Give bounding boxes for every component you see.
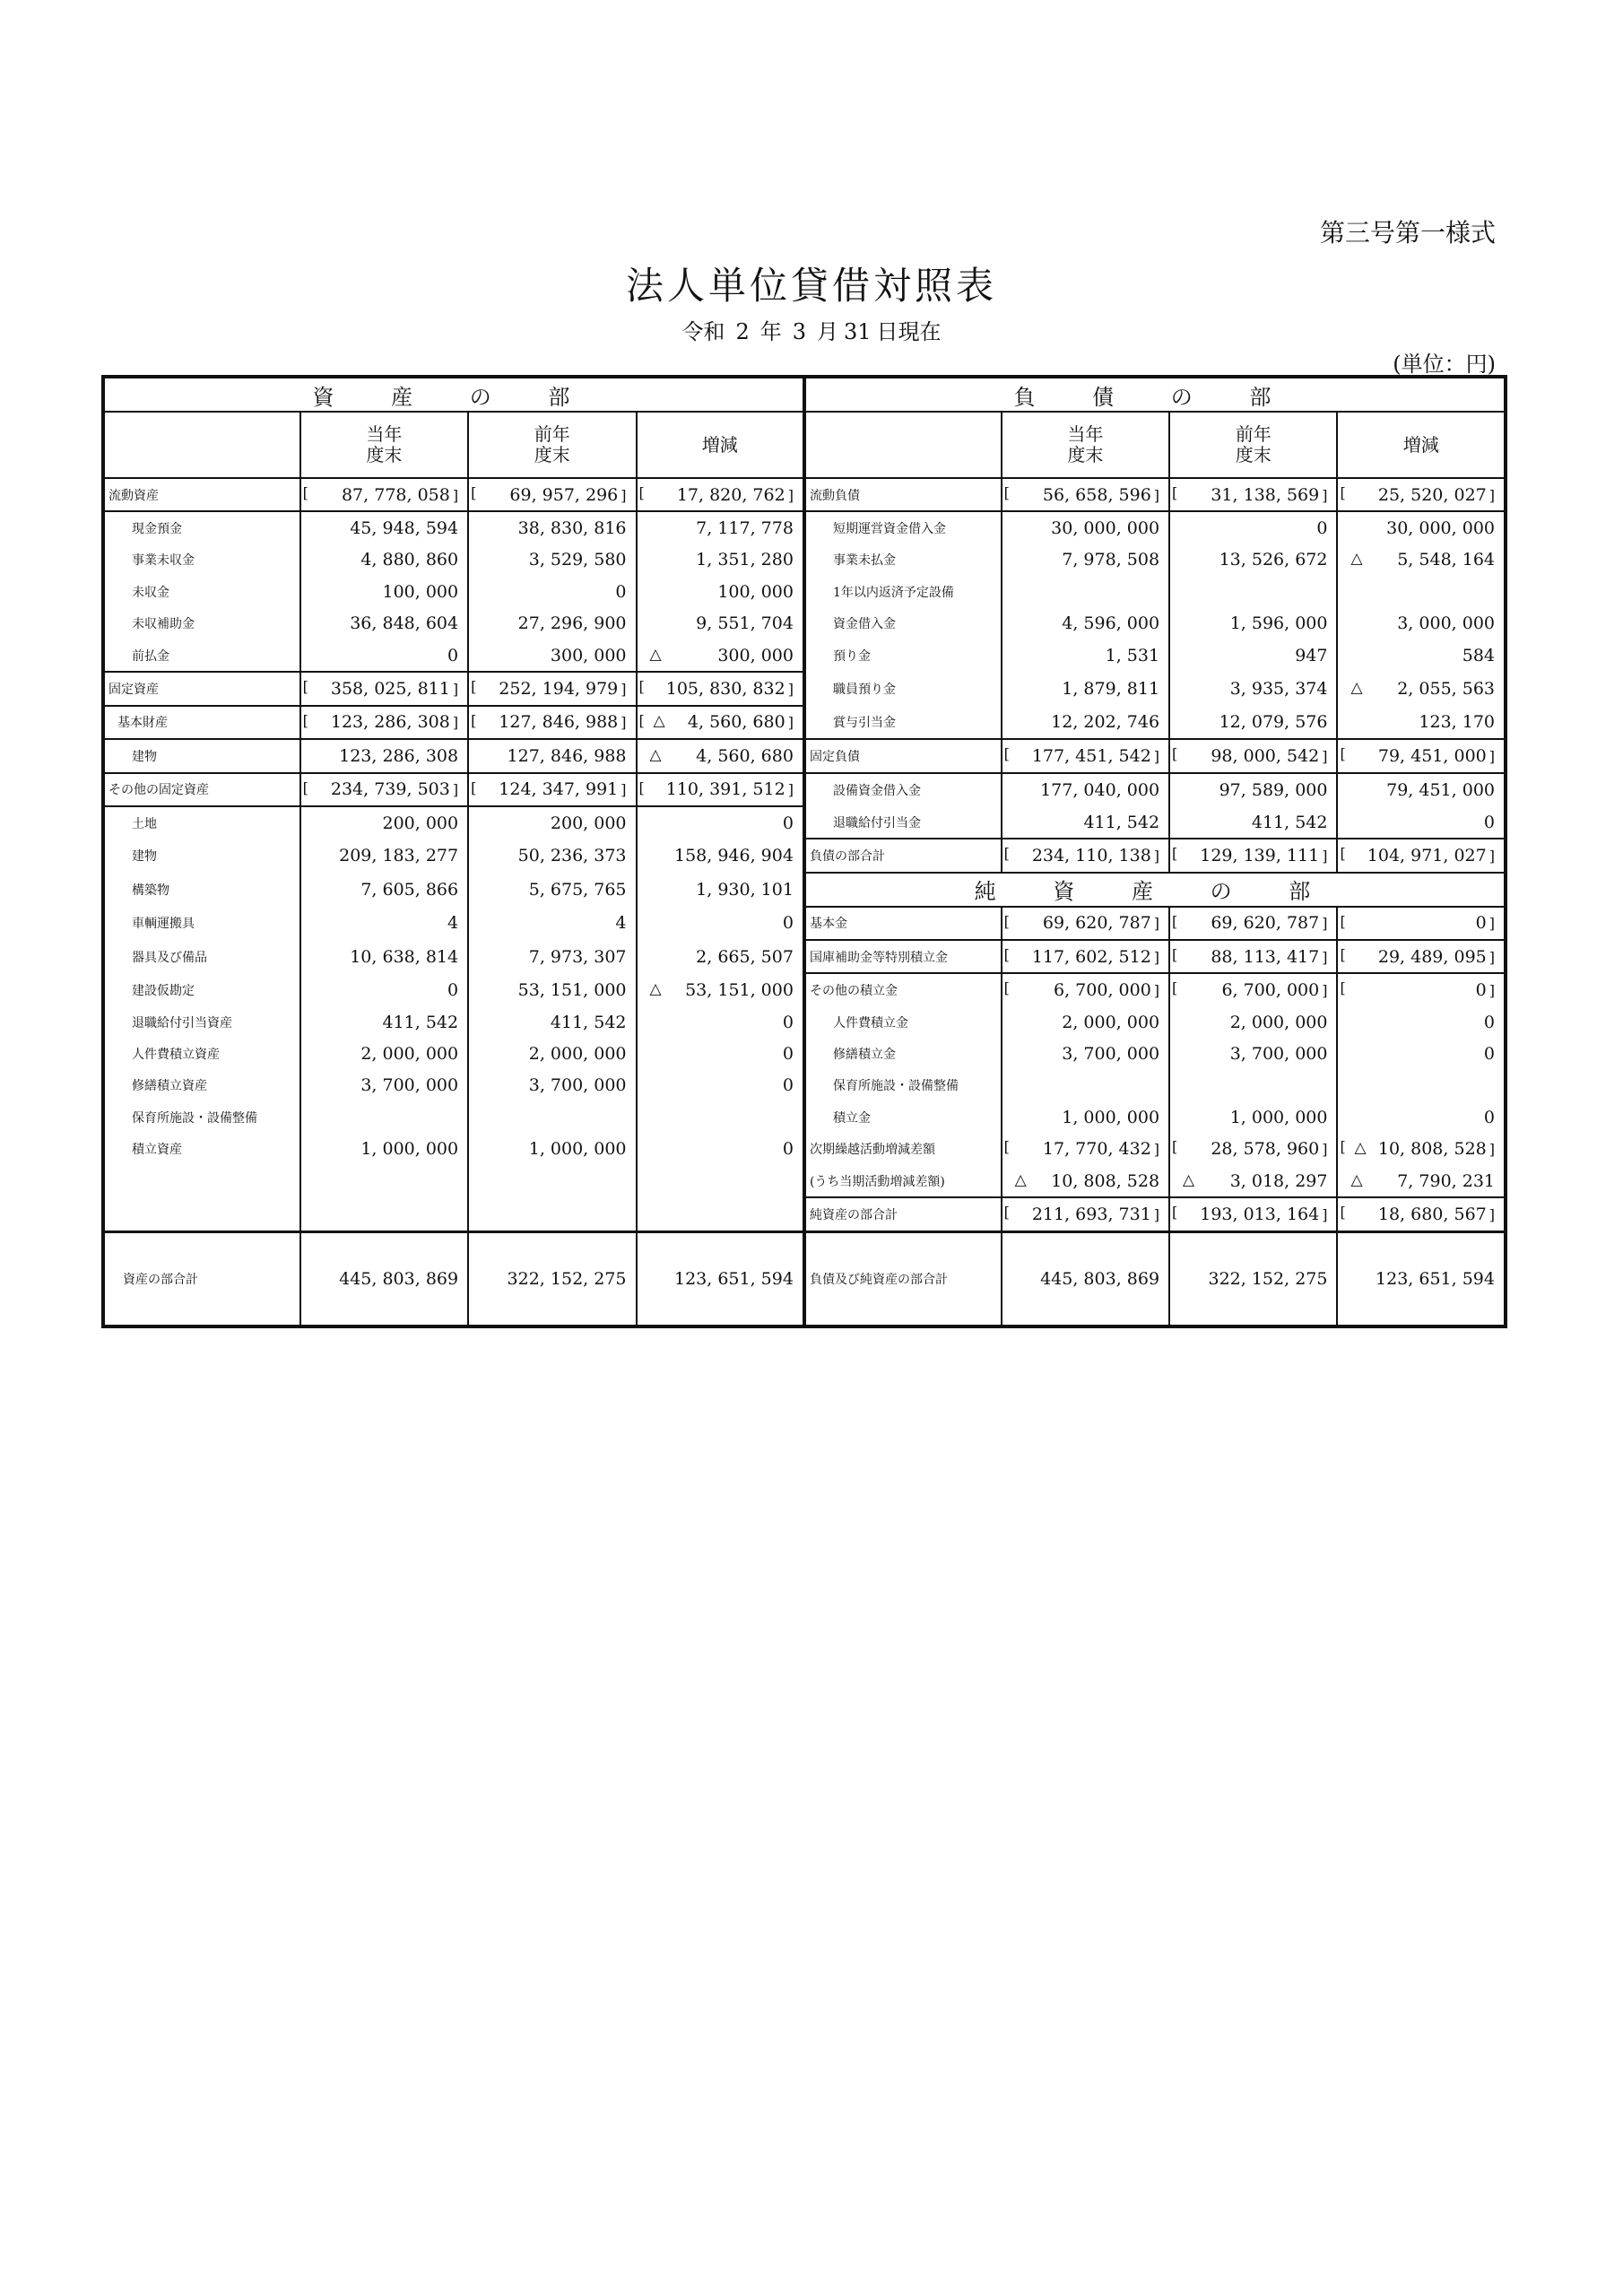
value-cell: 5, 675, 765 [468, 873, 636, 907]
value-cell: 7, 605, 866 [300, 873, 468, 907]
value-cell: [ △ 4, 560, 680 ] [637, 706, 804, 739]
row-label: 負債の部合計 [804, 839, 1002, 872]
blank-header [103, 412, 300, 478]
value-cell: [ 88, 113, 417 ] [1169, 940, 1337, 973]
value-cell: 209, 183, 277 [300, 839, 468, 872]
value-cell: 200, 000 [300, 806, 468, 839]
row-label: 賞与引当金 [804, 706, 1002, 739]
row-label: 固定負債 [804, 739, 1002, 772]
row-label: 修繕積立資産 [103, 1070, 300, 1101]
value-cell: 7, 978, 508 [1002, 544, 1169, 576]
row-label: その他の固定資産 [103, 773, 300, 806]
row-label: 基本財産 [103, 706, 300, 739]
value-cell [468, 1101, 636, 1133]
value-cell: 53, 151, 000 [468, 973, 636, 1005]
row-label: 人件費積立資産 [103, 1038, 300, 1069]
value-cell: 0 [1337, 1038, 1506, 1069]
value-cell: △ 300, 000 [637, 639, 804, 672]
value-cell: [ 234, 739, 503 ] [300, 773, 468, 806]
row-label: 土地 [103, 806, 300, 839]
value-cell: 3, 700, 000 [468, 1070, 636, 1101]
table-row [103, 1070, 1506, 1101]
net-assets-section-header: 純 資 産 の 部 [804, 873, 1506, 907]
value-cell: [ 18, 680, 567 ] [1337, 1197, 1506, 1231]
table-row [103, 806, 1506, 839]
table-row [103, 1165, 1506, 1197]
value-cell: 27, 296, 900 [468, 608, 636, 639]
value-cell: 0 [300, 973, 468, 1005]
value-cell: 36, 848, 604 [300, 608, 468, 639]
negative-mark: △ [649, 745, 662, 764]
value-cell: [ 0 ] [1337, 973, 1506, 1005]
value-cell: [ 252, 194, 979 ] [468, 672, 636, 705]
value-cell: 1, 531 [1002, 639, 1169, 672]
assets-total-label: 資産の部合計 [103, 1231, 300, 1326]
assets-section-header: 資 産 の 部 [103, 377, 804, 412]
value-cell: △ 3, 018, 297 [1169, 1165, 1337, 1197]
row-label: 未収補助金 [103, 608, 300, 639]
row-label: 流動資産 [103, 478, 300, 511]
row-label: 保育所施設・設備整備 [804, 1070, 1002, 1101]
value-cell: 0 [637, 1070, 804, 1101]
table-row [103, 576, 1506, 607]
value-cell: 4, 880, 860 [300, 544, 468, 576]
value-cell: 4, 596, 000 [1002, 608, 1169, 639]
row-label: 建設仮勘定 [103, 973, 300, 1005]
table-row [103, 739, 1506, 772]
value-cell: 322, 152, 275 [468, 1231, 636, 1326]
row-label: 預り金 [804, 639, 1002, 672]
value-cell: 2, 665, 507 [637, 940, 804, 973]
change-header: 増減 [637, 412, 804, 478]
value-cell: 0 [637, 1133, 804, 1164]
value-cell: 3, 935, 374 [1169, 672, 1337, 705]
negative-mark: △ [1014, 1170, 1027, 1189]
value-cell: [ 105, 830, 832 ] [637, 672, 804, 705]
negative-mark: △ [1183, 1170, 1195, 1189]
value-cell: 158, 946, 904 [637, 839, 804, 872]
value-cell: 13, 526, 672 [1169, 544, 1337, 576]
current-year-header: 当年 度末 [1002, 412, 1169, 478]
value-cell: [ 87, 778, 058 ] [300, 478, 468, 511]
table-row [103, 1133, 1506, 1164]
value-cell: 7, 973, 307 [468, 940, 636, 973]
value-cell: 12, 079, 576 [1169, 706, 1337, 739]
value-cell: △ 2, 055, 563 [1337, 672, 1506, 705]
value-cell: [ 69, 620, 787 ] [1169, 907, 1337, 940]
value-cell: [ 129, 139, 111 ] [1169, 839, 1337, 872]
table-row [103, 973, 1506, 1005]
row-label: 国庫補助金等特別積立金 [804, 940, 1002, 973]
value-cell: 123, 651, 594 [1337, 1231, 1506, 1326]
value-cell: 1, 000, 000 [300, 1133, 468, 1164]
as-of-date: 令和 2 年 3 月 31 日現在 [681, 319, 942, 344]
row-label: 車輌運搬具 [103, 907, 300, 940]
value-cell: [ 29, 489, 095 ] [1337, 940, 1506, 973]
value-cell: 3, 700, 000 [1169, 1038, 1337, 1069]
prior-year-header: 前年 度末 [1169, 412, 1337, 478]
value-cell: 0 [1337, 1101, 1506, 1133]
value-cell: [ 193, 013, 164 ] [1169, 1197, 1337, 1231]
value-cell: 2, 000, 000 [1169, 1006, 1337, 1038]
value-cell: 9, 551, 704 [637, 608, 804, 639]
row-label: 退職給付引当資産 [103, 1006, 300, 1038]
value-cell: 2, 000, 000 [1002, 1006, 1169, 1038]
value-cell: [ 56, 658, 596 ] [1002, 478, 1169, 511]
value-cell: 411, 542 [300, 1006, 468, 1038]
value-cell: [ 358, 025, 811 ] [300, 672, 468, 705]
value-cell: 127, 846, 988 [468, 739, 636, 772]
value-cell: 177, 040, 000 [1002, 773, 1169, 806]
row-label: 設備資金借入金 [804, 773, 1002, 806]
row-label: 基本金 [804, 907, 1002, 940]
negative-mark: △ [1350, 550, 1363, 569]
row-label: 事業未収金 [103, 544, 300, 576]
value-cell: △ 53, 151, 000 [637, 973, 804, 1005]
form-number: 第三号第一様式 [1319, 218, 1496, 248]
value-cell: △ 4, 560, 680 [637, 739, 804, 772]
value-cell [300, 1197, 468, 1231]
liabilities-section-header: 負 債 の 部 [804, 377, 1506, 412]
value-cell: 0 [1337, 1006, 1506, 1038]
row-label: 構築物 [103, 873, 300, 907]
value-cell: [ 28, 578, 960 ] [1169, 1133, 1337, 1164]
value-cell: 300, 000 [468, 639, 636, 672]
value-cell: 0 [1169, 511, 1337, 544]
value-cell: [ 98, 000, 542 ] [1169, 739, 1337, 772]
negative-mark: △ [1350, 1170, 1363, 1189]
value-cell: [ 31, 138, 569 ] [1169, 478, 1337, 511]
row-label: 事業未払金 [804, 544, 1002, 576]
table-row [103, 608, 1506, 639]
liabilities-total-label: 負債及び純資産の部合計 [804, 1231, 1002, 1326]
value-cell: 0 [468, 576, 636, 607]
value-cell [637, 1101, 804, 1133]
value-cell: 123, 170 [1337, 706, 1506, 739]
negative-mark: △ [649, 645, 662, 664]
unit-label: (単位：円) [1393, 352, 1496, 377]
value-cell: 3, 000, 000 [1337, 608, 1506, 639]
value-cell: 445, 803, 869 [1002, 1231, 1169, 1326]
value-cell [300, 1165, 468, 1197]
row-label: 器具及び備品 [103, 940, 300, 973]
value-cell: 0 [300, 639, 468, 672]
value-cell: 0 [1337, 806, 1506, 839]
row-label: 現金預金 [103, 511, 300, 544]
balance-sheet-table [101, 375, 1507, 1328]
blank-cell [103, 1197, 300, 1231]
row-label: 積立資産 [103, 1133, 300, 1164]
row-label: 流動負債 [804, 478, 1002, 511]
row-label: 退職給付引当金 [804, 806, 1002, 839]
row-label: 建物 [103, 839, 300, 872]
value-cell: 1, 930, 101 [637, 873, 804, 907]
value-cell [300, 1101, 468, 1133]
table-row [103, 1197, 1506, 1231]
value-cell: 79, 451, 000 [1337, 773, 1506, 806]
value-cell: [ 69, 620, 787 ] [1002, 907, 1169, 940]
value-cell: △ 10, 808, 528 [1002, 1165, 1169, 1197]
value-cell: 3, 700, 000 [300, 1070, 468, 1101]
row-label: 固定資産 [103, 672, 300, 705]
negative-mark: △ [1350, 679, 1363, 698]
value-cell: 2, 000, 000 [300, 1038, 468, 1069]
value-cell: [ 79, 451, 000 ] [1337, 739, 1506, 772]
value-cell: [ 110, 391, 512 ] [637, 773, 804, 806]
value-cell: 45, 948, 594 [300, 511, 468, 544]
row-label: 資金借入金 [804, 608, 1002, 639]
row-label: 積立金 [804, 1101, 1002, 1133]
document-title: 法人単位貸借対照表 [625, 264, 997, 308]
value-cell: 0 [637, 1038, 804, 1069]
column-header-row [103, 412, 1506, 478]
current-year-header: 当年 度末 [300, 412, 468, 478]
value-cell: 3, 529, 580 [468, 544, 636, 576]
table-row [103, 672, 1506, 705]
value-cell: [ 117, 602, 512 ] [1002, 940, 1169, 973]
row-label: 次期繰越活動増減差額 [804, 1133, 1002, 1164]
value-cell: 100, 000 [300, 576, 468, 607]
table-row [103, 940, 1506, 973]
value-cell: 7, 117, 778 [637, 511, 804, 544]
value-cell: 411, 542 [1169, 806, 1337, 839]
row-label: 人件費積立金 [804, 1006, 1002, 1038]
value-cell: 411, 542 [468, 1006, 636, 1038]
value-cell: 1, 000, 000 [468, 1133, 636, 1164]
value-cell: 38, 830, 816 [468, 511, 636, 544]
value-cell [1169, 1070, 1337, 1101]
value-cell: 12, 202, 746 [1002, 706, 1169, 739]
value-cell: 1, 596, 000 [1169, 608, 1337, 639]
value-cell: [ 0 ] [1337, 907, 1506, 940]
table-row [103, 1006, 1506, 1038]
value-cell: [ 25, 520, 027 ] [1337, 478, 1506, 511]
value-cell: 3, 700, 000 [1002, 1038, 1169, 1069]
row-label: (うち当期活動増減差額) [804, 1165, 1002, 1197]
value-cell [637, 1197, 804, 1231]
value-cell: 0 [637, 907, 804, 940]
table-row [103, 706, 1506, 739]
row-label: 前払金 [103, 639, 300, 672]
value-cell: [ 6, 700, 000 ] [1002, 973, 1169, 1005]
value-cell: 0 [637, 1006, 804, 1038]
section-header-row [103, 377, 1506, 412]
value-cell [1002, 1070, 1169, 1101]
value-cell: △ 7, 790, 231 [1337, 1165, 1506, 1197]
value-cell: 445, 803, 869 [300, 1231, 468, 1326]
value-cell: [ 177, 451, 542 ] [1002, 739, 1169, 772]
row-label: 純資産の部合計 [804, 1197, 1002, 1231]
value-cell [1002, 576, 1169, 607]
row-label: 保育所施設・設備整備 [103, 1101, 300, 1133]
row-label: 修繕積立金 [804, 1038, 1002, 1069]
value-cell: [ 127, 846, 988 ] [468, 706, 636, 739]
table-row [103, 873, 1506, 907]
value-cell: [ 124, 347, 991 ] [468, 773, 636, 806]
value-cell: 4 [300, 907, 468, 940]
value-cell: 1, 351, 280 [637, 544, 804, 576]
total-row [103, 1231, 1506, 1326]
blank-cell [103, 1165, 300, 1197]
negative-mark: △ [649, 979, 662, 998]
row-label: 短期運営資金借入金 [804, 511, 1002, 544]
value-cell: 947 [1169, 639, 1337, 672]
value-cell: 123, 286, 308 [300, 739, 468, 772]
row-label: 1年以内返済予定設備 [804, 576, 1002, 607]
value-cell [1169, 576, 1337, 607]
negative-mark: △ [653, 712, 665, 731]
value-cell [1337, 1070, 1506, 1101]
table-row [103, 907, 1506, 940]
row-label: その他の積立金 [804, 973, 1002, 1005]
value-cell: △ 5, 548, 164 [1337, 544, 1506, 576]
value-cell: [ 6, 700, 000 ] [1169, 973, 1337, 1005]
value-cell: 200, 000 [468, 806, 636, 839]
blank-header [804, 412, 1002, 478]
value-cell: 50, 236, 373 [468, 839, 636, 872]
value-cell: [ 69, 957, 296 ] [468, 478, 636, 511]
table-row [103, 1101, 1506, 1133]
value-cell: 584 [1337, 639, 1506, 672]
value-cell [468, 1197, 636, 1231]
table-row [103, 511, 1506, 544]
row-label: 職員預り金 [804, 672, 1002, 705]
value-cell: 1, 000, 000 [1169, 1101, 1337, 1133]
value-cell [468, 1165, 636, 1197]
value-cell: 30, 000, 000 [1337, 511, 1506, 544]
negative-mark: △ [1354, 1139, 1367, 1158]
table-row [103, 639, 1506, 672]
value-cell: 2, 000, 000 [468, 1038, 636, 1069]
table-row [103, 773, 1506, 806]
value-cell: [ 17, 770, 432 ] [1002, 1133, 1169, 1164]
value-cell: [ 17, 820, 762 ] [637, 478, 804, 511]
value-cell: 30, 000, 000 [1002, 511, 1169, 544]
table-row [103, 839, 1506, 872]
value-cell: [ △ 10, 808, 528 ] [1337, 1133, 1506, 1164]
row-label: 未収金 [103, 576, 300, 607]
value-cell: 0 [637, 806, 804, 839]
value-cell: [ 123, 286, 308 ] [300, 706, 468, 739]
value-cell: 10, 638, 814 [300, 940, 468, 973]
value-cell: 100, 000 [637, 576, 804, 607]
row-label: 建物 [103, 739, 300, 772]
value-cell: 123, 651, 594 [637, 1231, 804, 1326]
value-cell: 322, 152, 275 [1169, 1231, 1337, 1326]
change-header: 増減 [1337, 412, 1506, 478]
value-cell [1337, 576, 1506, 607]
prior-year-header: 前年 度末 [468, 412, 636, 478]
value-cell [637, 1165, 804, 1197]
table-row [103, 544, 1506, 576]
value-cell: [ 211, 693, 731 ] [1002, 1197, 1169, 1231]
table-row [103, 478, 1506, 511]
table-row [103, 1038, 1506, 1069]
value-cell: [ 104, 971, 027 ] [1337, 839, 1506, 872]
value-cell: 411, 542 [1002, 806, 1169, 839]
value-cell: 97, 589, 000 [1169, 773, 1337, 806]
value-cell: [ 234, 110, 138 ] [1002, 839, 1169, 872]
value-cell: 1, 000, 000 [1002, 1101, 1169, 1133]
value-cell: 1, 879, 811 [1002, 672, 1169, 705]
value-cell: 4 [468, 907, 636, 940]
